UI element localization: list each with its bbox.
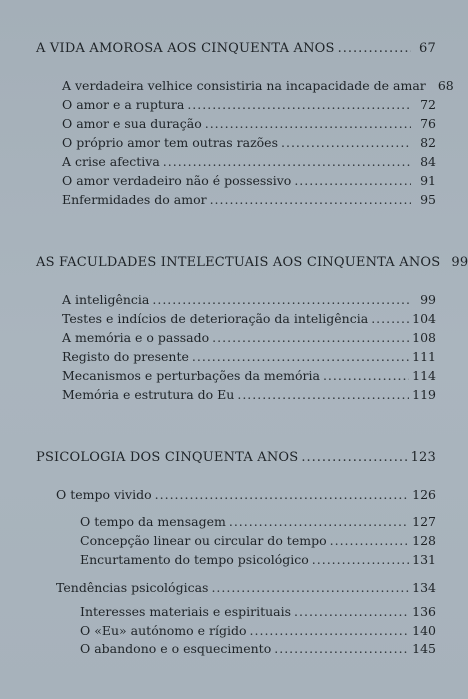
dot-leader xyxy=(210,192,411,208)
toc-page-number: 140 xyxy=(412,623,436,638)
dot-leader xyxy=(294,173,411,189)
toc-item-title: O abandono e o esquecimento xyxy=(80,641,272,656)
toc-item-title: Memória e estrutura do Eu xyxy=(62,387,235,402)
toc-page-number: 84 xyxy=(420,154,436,169)
toc-item-title: A crise afectiva xyxy=(62,154,160,169)
toc-item-title: Concepção linear ou circular do tempo xyxy=(80,533,327,548)
dot-leader xyxy=(294,604,409,620)
toc-item xyxy=(62,173,436,189)
toc-item xyxy=(80,514,436,530)
toc-page-number: 145 xyxy=(412,641,436,656)
toc-item xyxy=(62,349,436,365)
dot-leader xyxy=(155,487,409,503)
toc-item xyxy=(62,311,436,327)
dot-leader xyxy=(205,116,411,132)
dot-leader xyxy=(281,135,411,151)
dot-leader xyxy=(237,387,409,403)
toc-item-title: Registo do presente xyxy=(62,349,189,364)
toc-item-title: O amor e a ruptura xyxy=(62,97,185,112)
toc-page-number: 99 xyxy=(420,292,436,307)
dot-leader xyxy=(371,311,409,327)
toc-heading-psicologia xyxy=(36,450,436,466)
toc-item xyxy=(80,623,436,639)
toc-item xyxy=(80,552,436,568)
dot-leader xyxy=(312,552,409,568)
toc-page-number: 127 xyxy=(412,514,436,529)
toc-item-title: Encurtamento do tempo psicológico xyxy=(80,552,309,567)
toc-item xyxy=(62,135,436,151)
toc-heading-title: PSICOLOGIA DOS CINQUENTA ANOS xyxy=(36,450,299,465)
toc-item xyxy=(80,533,436,549)
toc-page-number: 72 xyxy=(420,97,436,112)
toc-item xyxy=(62,97,436,113)
toc-page-number: 126 xyxy=(412,487,436,502)
toc-item xyxy=(80,604,436,620)
dot-leader xyxy=(187,97,411,113)
toc-item-title: A memória e o passado xyxy=(62,330,210,345)
toc-page-number: 76 xyxy=(420,116,436,131)
dot-leader xyxy=(274,641,409,657)
dot-leader xyxy=(301,450,407,466)
toc-heading-title: AS FACULDADES INTELECTUAIS AOS CINQUENTA ANOS xyxy=(36,255,441,270)
toc-item-title: Mecanismos e perturbações da memória xyxy=(62,368,320,383)
toc-item xyxy=(62,292,436,308)
toc-item-title: A verdadeira velhice consistiria na incapacidade de amar xyxy=(62,78,426,93)
toc-page-number: 99 xyxy=(451,255,468,270)
toc-subheading-title: Tendências psicológicas xyxy=(56,580,209,595)
toc-page-number: 67 xyxy=(419,41,436,56)
toc-page-number: 91 xyxy=(420,173,436,188)
toc-item-title: O tempo da mensagem xyxy=(80,514,226,529)
toc-page-number: 119 xyxy=(412,387,436,402)
toc-item xyxy=(62,116,436,132)
toc-heading-vida-amorosa xyxy=(36,41,436,57)
toc-item xyxy=(62,368,436,384)
toc-item-title: A inteligência xyxy=(62,292,150,307)
toc-page-number: 104 xyxy=(412,311,436,326)
toc-item-title: O amor verdadeiro não é possessivo xyxy=(62,173,292,188)
toc-page-number: 123 xyxy=(410,450,436,465)
toc-page-number: 82 xyxy=(420,135,436,150)
toc-item-title: O «Eu» autónomo e rígido xyxy=(80,623,247,638)
toc-page-number: 136 xyxy=(412,604,436,619)
dot-leader xyxy=(338,41,411,57)
toc-item-title: Testes e indícios de deterioração da inteligência xyxy=(62,311,369,326)
toc-subheading-tempo-vivido xyxy=(56,487,436,503)
toc-subheading-tendencias xyxy=(56,580,436,596)
dot-leader xyxy=(152,292,411,308)
toc-page-number: 114 xyxy=(412,368,436,383)
toc-item xyxy=(62,192,436,208)
toc-page-number: 108 xyxy=(412,330,436,345)
toc-heading-faculdades-intelectuais xyxy=(36,255,468,271)
toc-page-number: 128 xyxy=(412,533,436,548)
toc-item-title: O próprio amor tem outras razões xyxy=(62,135,278,150)
dot-leader xyxy=(163,154,411,170)
toc-item xyxy=(62,154,436,170)
toc-item-title: Interesses materiais e espirituais xyxy=(80,604,292,619)
toc-page-number: 95 xyxy=(420,192,436,207)
toc-item xyxy=(62,78,454,94)
toc-item xyxy=(80,641,436,657)
dot-leader xyxy=(250,623,410,639)
toc-subheading-title: O tempo vivido xyxy=(56,487,152,502)
toc-item-title: O amor e sua duração xyxy=(62,116,202,131)
dot-leader xyxy=(212,330,409,346)
toc-item xyxy=(62,387,436,403)
toc-page-number: 68 xyxy=(437,78,454,93)
dot-leader xyxy=(211,580,409,596)
dot-leader xyxy=(229,514,409,530)
toc-page-number: 131 xyxy=(412,552,436,567)
toc-page-number: 111 xyxy=(412,349,436,364)
dot-leader xyxy=(192,349,409,365)
toc-item-title: Enfermidades do amor xyxy=(62,192,207,207)
toc-page-number: 134 xyxy=(412,580,436,595)
dot-leader xyxy=(323,368,409,384)
toc-heading-title: A VIDA AMOROSA AOS CINQUENTA ANOS xyxy=(36,41,335,56)
toc-item xyxy=(62,330,436,346)
dot-leader xyxy=(330,533,410,549)
